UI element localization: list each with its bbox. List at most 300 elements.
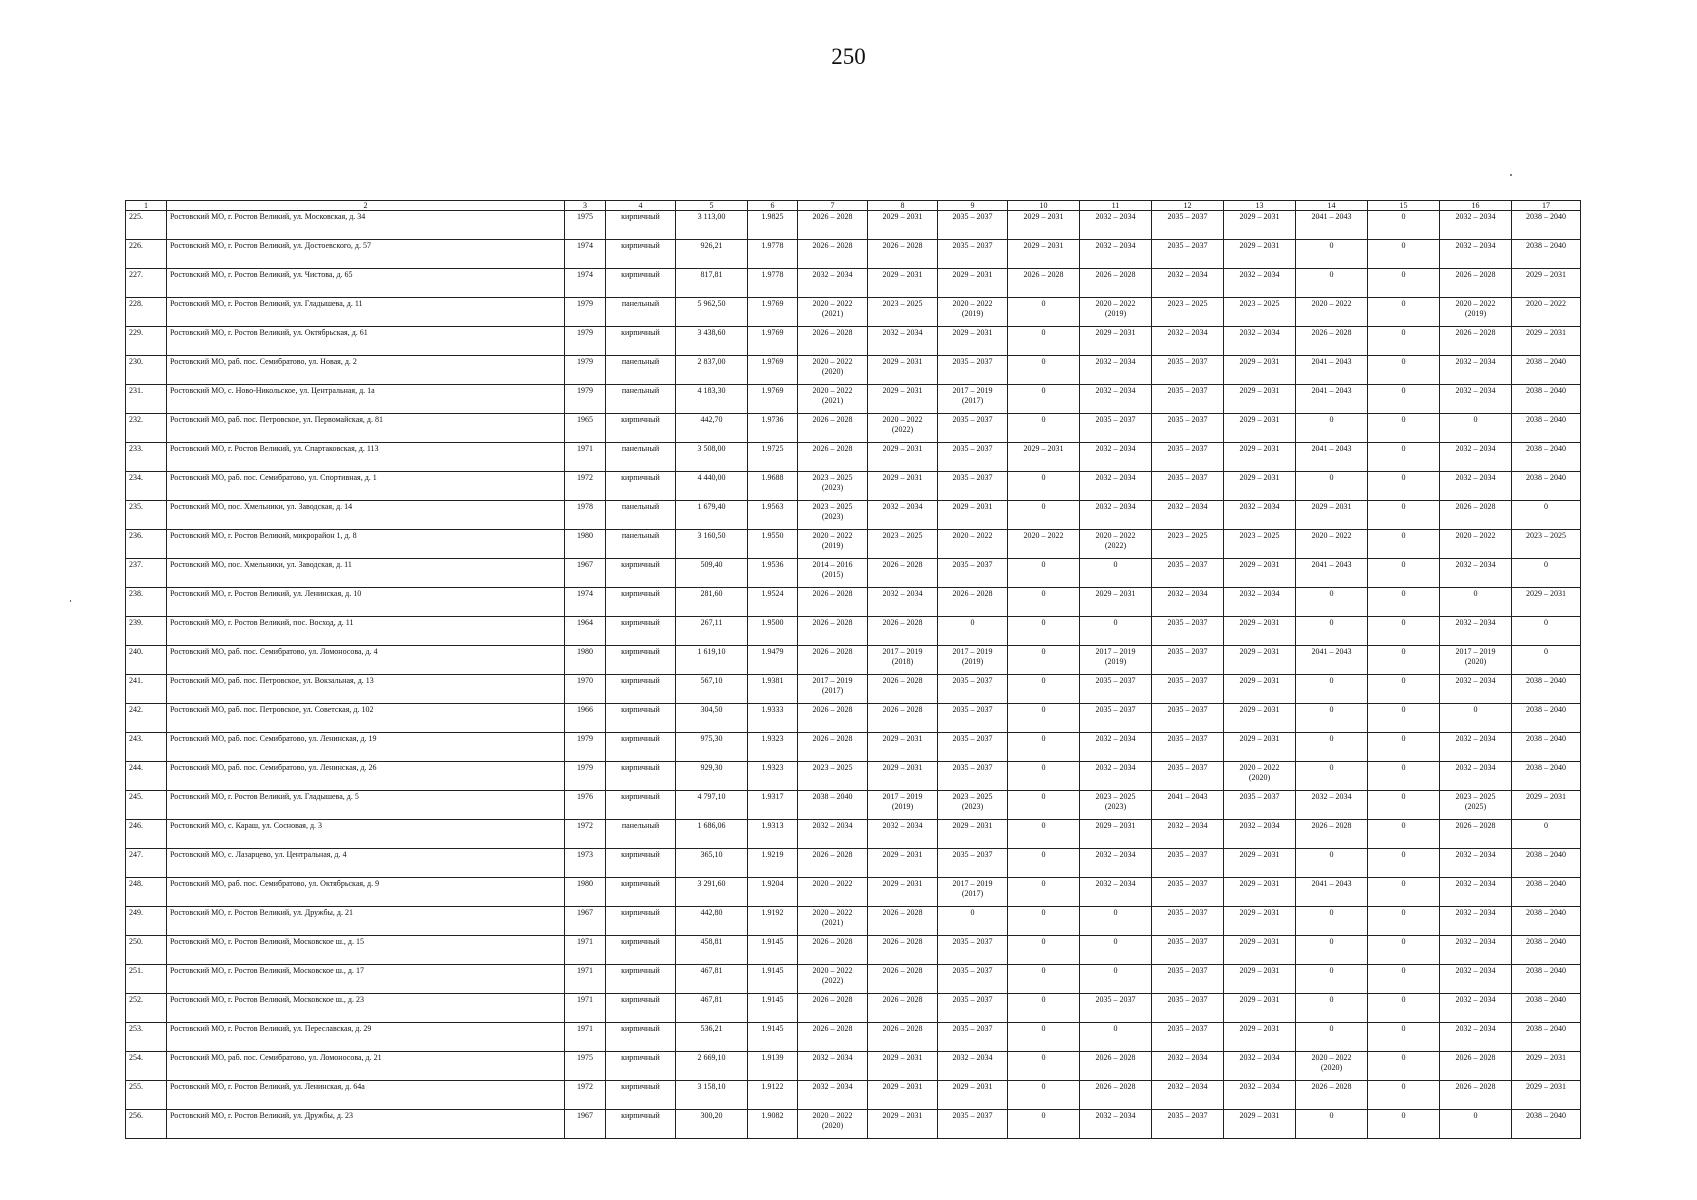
table-cell: 4 183,30 [676,385,748,414]
table-cell: 2035 – 2037 [938,936,1008,965]
table-cell: кирпичный [606,704,676,733]
table-cell: 1.9082 [748,1110,798,1139]
table-cell: 0 [1512,559,1581,588]
table-cell: 2032 – 2034 [1440,559,1512,588]
table-cell [798,907,868,936]
table-cell: 2032 – 2034 [798,1081,868,1110]
table-cell: 0 [1008,298,1080,327]
row-index-cell: 238. [126,588,167,617]
table-cell [938,298,1008,327]
row-index-cell: 252. [126,994,167,1023]
table-cell: 0 [1368,269,1440,298]
table-cell: 1.9769 [748,298,798,327]
table-cell: 2029 – 2031 [938,327,1008,356]
table-cell: 1.9313 [748,820,798,849]
row-index-cell: 226. [126,240,167,269]
table-cell: 2029 – 2031 [1512,588,1581,617]
table-cell: 1.9145 [748,936,798,965]
table-cell: панельный [606,501,676,530]
table-cell: 2026 – 2028 [1440,1081,1512,1110]
cell-line: (2020) [821,367,844,376]
table-cell: 2035 – 2037 [1152,878,1224,907]
address-cell: Ростовский МО, г. Ростов Великий, Московское ш., д. 23 [167,994,565,1023]
table-cell: 0 [1296,733,1368,762]
cell-line: (2020) [1248,773,1271,782]
row-index-cell: 235. [126,501,167,530]
table-cell: 2038 – 2040 [1512,849,1581,878]
table-cell: 1.9145 [748,965,798,994]
table-cell: 2035 – 2037 [1152,443,1224,472]
table-cell: 2026 – 2028 [868,994,938,1023]
table-cell: 0 [1296,994,1368,1023]
table-cell: 0 [1008,559,1080,588]
row-index-cell: 232. [126,414,167,443]
table-cell: 1.9192 [748,907,798,936]
table-cell: 2032 – 2034 [868,327,938,356]
table-cell: 2032 – 2034 [1224,501,1296,530]
row-index-cell: 256. [126,1110,167,1139]
table-cell: 0 [1008,762,1080,791]
table-cell: 2029 – 2031 [1224,733,1296,762]
table-cell [1440,791,1512,820]
table-cell: 0 [1008,907,1080,936]
table-cell: 2035 – 2037 [938,240,1008,269]
table-cell: 2032 – 2034 [1152,269,1224,298]
table-cell [798,298,868,327]
table-cell [798,965,868,994]
table-cell: 2026 – 2028 [868,1023,938,1052]
table-cell: 2029 – 2031 [1224,617,1296,646]
row-index-cell: 228. [126,298,167,327]
table-cell: 1971 [565,1023,606,1052]
table-cell: 817,81 [676,269,748,298]
address-cell: Ростовский МО, г. Ростов Великий, ул. Московская, д. 34 [167,211,565,240]
table-cell: 2032 – 2034 [1440,240,1512,269]
table-cell: 2038 – 2040 [1512,1110,1581,1139]
table-cell: 2035 – 2037 [1080,994,1152,1023]
table-cell: 2032 – 2034 [1440,1023,1512,1052]
table-cell: 2029 – 2031 [1224,646,1296,675]
table-cell: 304,50 [676,704,748,733]
table-cell: 2038 – 2040 [1512,965,1581,994]
table-cell: кирпичный [606,878,676,907]
row-index-cell: 229. [126,327,167,356]
table-cell: 3 438,60 [676,327,748,356]
table-cell: 2035 – 2037 [938,211,1008,240]
table-row [126,1023,1581,1052]
column-number-cell: 4 [606,201,676,211]
cell-line: 2020 – 2022 [812,531,853,540]
table-cell: 2023 – 2025 [868,530,938,559]
cell-line: (2025) [1464,802,1487,811]
address-cell: Ростовский МО, г. Ростов Великий, ул. Спартаковская, д. 113 [167,443,565,472]
cell-line: 2020 – 2022 [812,1111,853,1120]
table-cell: 1974 [565,588,606,617]
table-cell: 2029 – 2031 [938,1081,1008,1110]
table-cell: 0 [1296,414,1368,443]
table-cell: 2038 – 2040 [1512,762,1581,791]
table-cell: 2029 – 2031 [868,472,938,501]
row-index-cell: 230. [126,356,167,385]
row-index-cell: 242. [126,704,167,733]
table-cell: 0 [1296,936,1368,965]
table-cell: 2029 – 2031 [938,269,1008,298]
table-cell: 2026 – 2028 [1440,1052,1512,1081]
cell-line: (2023) [821,512,844,521]
table-cell: 1966 [565,704,606,733]
table-row [126,1052,1581,1081]
cell-line: (2015) [821,570,844,579]
table-cell: 2026 – 2028 [1080,1052,1152,1081]
table-cell: 2038 – 2040 [1512,936,1581,965]
table-cell: 2026 – 2028 [798,849,868,878]
column-number-cell: 6 [748,201,798,211]
table-cell: 2032 – 2034 [1080,849,1152,878]
cell-line: 2014 – 2016 [812,560,853,569]
table-cell: 1 686,06 [676,820,748,849]
table-cell: 2029 – 2031 [868,733,938,762]
table-cell: 2035 – 2037 [1152,907,1224,936]
table-cell: 1965 [565,414,606,443]
table-cell: 2041 – 2043 [1296,356,1368,385]
table-row [126,849,1581,878]
table-cell: кирпичный [606,617,676,646]
table-cell: 1.9778 [748,240,798,269]
table-cell: 2029 – 2031 [1080,820,1152,849]
table-cell: 1967 [565,559,606,588]
table-cell: 2038 – 2040 [1512,414,1581,443]
table-cell: панельный [606,443,676,472]
table-cell: 0 [1008,501,1080,530]
table-cell: 1971 [565,443,606,472]
table-cell: 0 [1440,588,1512,617]
table-cell: 2035 – 2037 [1152,356,1224,385]
table-cell: 0 [1512,820,1581,849]
table-cell [1440,646,1512,675]
table-cell: 2032 – 2034 [1440,356,1512,385]
table-cell: 2029 – 2031 [1224,240,1296,269]
table-cell: 1967 [565,907,606,936]
address-cell: Ростовский МО, г. Ростов Великий, ул. Гладышева, д. 5 [167,791,565,820]
table-cell: 2020 – 2022 [798,878,868,907]
address-cell: Ростовский МО, раб. пос. Семибратово, ул. Ленинская, д. 19 [167,733,565,762]
cell-line: (2022) [821,976,844,985]
table-cell: 1.9688 [748,472,798,501]
table-cell: 2035 – 2037 [938,675,1008,704]
table-cell: 2029 – 2031 [1224,675,1296,704]
table-cell: 0 [1368,385,1440,414]
table-cell: 2026 – 2028 [798,617,868,646]
table-cell: панельный [606,820,676,849]
table-cell [868,791,938,820]
table-cell: 2029 – 2031 [1224,704,1296,733]
table-cell [798,472,868,501]
table-row [126,530,1581,559]
table-row [126,675,1581,704]
table-cell [1080,646,1152,675]
table-cell: 1980 [565,646,606,675]
table-cell: 0 [1296,240,1368,269]
table-cell: 2032 – 2034 [1080,501,1152,530]
table-cell: 2026 – 2028 [868,965,938,994]
table-cell: 2026 – 2028 [1080,1081,1152,1110]
table-cell: 2038 – 2040 [1512,733,1581,762]
column-number-cell: 11 [1080,201,1152,211]
table-cell: 2032 – 2034 [1224,1052,1296,1081]
table-cell: 2026 – 2028 [1440,501,1512,530]
table-cell: 0 [1440,704,1512,733]
table-cell: 0 [1008,1023,1080,1052]
table-cell: кирпичный [606,1110,676,1139]
table-cell: 2035 – 2037 [1152,965,1224,994]
address-cell: Ростовский МО, раб. пос. Петровское, ул. Вокзальная, д. 13 [167,675,565,704]
address-cell: Ростовский МО, г. Ростов Великий, ул. Чистова, д. 65 [167,269,565,298]
table-cell: 1.9725 [748,443,798,472]
cell-line: (2021) [821,918,844,927]
table-cell [1080,530,1152,559]
table-row [126,733,1581,762]
table-row [126,762,1581,791]
table-cell: 2038 – 2040 [1512,356,1581,385]
table-cell: 2026 – 2028 [1008,269,1080,298]
table-cell: 0 [1368,965,1440,994]
table-cell: 2029 – 2031 [938,820,1008,849]
cell-line: (2019) [1104,309,1127,318]
table-cell: 2032 – 2034 [1440,675,1512,704]
table-cell: 2038 – 2040 [1512,878,1581,907]
table-cell: 1970 [565,675,606,704]
cell-line: (2020) [1464,657,1487,666]
housing-repair-schedule-table [125,200,1581,1139]
table-row [126,965,1581,994]
table-cell: 2023 – 2025 [1512,530,1581,559]
table-row [126,327,1581,356]
table-cell: 0 [1080,1023,1152,1052]
table-cell: 2026 – 2028 [798,240,868,269]
table-cell: 2026 – 2028 [798,588,868,617]
table-cell: 0 [1296,675,1368,704]
cell-line: 2020 – 2022 [812,386,853,395]
column-number-cell: 9 [938,201,1008,211]
table-cell: 0 [1080,907,1152,936]
table-cell: 2029 – 2031 [1224,385,1296,414]
address-cell: Ростовский МО, раб. пос. Петровское, ул. Советская, д. 102 [167,704,565,733]
table-cell: 0 [1008,849,1080,878]
table-cell: 281,60 [676,588,748,617]
table-cell: 0 [1080,559,1152,588]
table-cell: 2035 – 2037 [938,704,1008,733]
table-cell: 0 [1368,878,1440,907]
table-cell: 1973 [565,849,606,878]
table-cell: 2032 – 2034 [1440,994,1512,1023]
table-cell: 0 [1368,559,1440,588]
table-cell: 2029 – 2031 [1224,1023,1296,1052]
address-cell: Ростовский МО, г. Ростов Великий, микрорайон 1, д. 8 [167,530,565,559]
table-cell: 2032 – 2034 [1440,211,1512,240]
table-row [126,298,1581,327]
cell-line: 2017 – 2019 [1095,647,1136,656]
address-cell: Ростовский МО, г. Ростов Великий, ул. Ленинская, д. 10 [167,588,565,617]
column-number-cell: 7 [798,201,868,211]
table-cell [868,414,938,443]
table-cell: 2026 – 2028 [868,907,938,936]
table-cell: 2032 – 2034 [1224,327,1296,356]
table-cell: 2032 – 2034 [1224,1081,1296,1110]
column-number-cell: 16 [1440,201,1512,211]
table-cell: 2035 – 2037 [1152,733,1224,762]
table-cell: 2032 – 2034 [1440,443,1512,472]
row-index-cell: 239. [126,617,167,646]
table-cell: 2026 – 2028 [868,617,938,646]
table-cell: 929,30 [676,762,748,791]
table-row [126,1081,1581,1110]
table-cell: 0 [1368,472,1440,501]
cell-line: 2020 – 2022 [1095,299,1136,308]
table-cell: 2026 – 2028 [1080,269,1152,298]
table-cell: 3 160,50 [676,530,748,559]
table-cell: 2029 – 2031 [1080,327,1152,356]
table-cell: 0 [1008,704,1080,733]
table-cell: 2029 – 2031 [868,1081,938,1110]
row-index-cell: 225. [126,211,167,240]
table-cell: 2023 – 2025 [798,762,868,791]
table-cell: 2035 – 2037 [1152,385,1224,414]
address-cell: Ростовский МО, с. Ново-Никольское, ул. Центральная, д. 1а [167,385,565,414]
table-cell: 2029 – 2031 [1224,1110,1296,1139]
table-cell [1080,298,1152,327]
cell-line: (2022) [1104,541,1127,550]
table-cell: 509,40 [676,559,748,588]
table-cell: 2 669,10 [676,1052,748,1081]
table-cell: 0 [1296,472,1368,501]
table-row [126,472,1581,501]
table-cell: 1964 [565,617,606,646]
table-cell: 2032 – 2034 [1440,733,1512,762]
table-cell: 1.9333 [748,704,798,733]
address-cell: Ростовский МО, пос. Хмельники, ул. Заводская, д. 11 [167,559,565,588]
table-cell: 2032 – 2034 [1440,849,1512,878]
cell-line: 2023 – 2025 [1095,792,1136,801]
table-cell: кирпичный [606,762,676,791]
table-cell: 1.9736 [748,414,798,443]
table-cell: 3 113,00 [676,211,748,240]
table-cell: 2038 – 2040 [1512,675,1581,704]
table-cell: 4 440,00 [676,472,748,501]
table-cell: 0 [1368,907,1440,936]
cell-line: 2023 – 2025 [952,792,993,801]
table-cell: 0 [1008,733,1080,762]
table-cell: 2035 – 2037 [938,1023,1008,1052]
table-cell: 1978 [565,501,606,530]
table-row [126,1110,1581,1139]
row-index-cell: 237. [126,559,167,588]
table-cell: 1.9323 [748,733,798,762]
table-cell: 0 [1008,820,1080,849]
table-cell: 1.9825 [748,211,798,240]
table-cell: 0 [1368,588,1440,617]
table-cell: 2032 – 2034 [1224,820,1296,849]
table-cell: 0 [1368,1081,1440,1110]
cell-line: 2017 – 2019 [952,386,993,395]
table-cell: 2026 – 2028 [1440,820,1512,849]
table-cell: 2035 – 2037 [1152,472,1224,501]
column-number-cell: 10 [1008,201,1080,211]
cell-line: 2020 – 2022 [812,908,853,917]
table-cell: 2035 – 2037 [1152,1110,1224,1139]
table-row [126,994,1581,1023]
table-cell: 0 [1368,211,1440,240]
table-cell: 2032 – 2034 [1080,211,1152,240]
table-cell: 2029 – 2031 [1224,907,1296,936]
table-cell: 0 [1080,936,1152,965]
table-cell: 2029 – 2031 [1008,443,1080,472]
table-cell: 1.9219 [748,849,798,878]
column-number-cell: 13 [1224,201,1296,211]
table-cell: 2020 – 2022 [1008,530,1080,559]
table-cell: кирпичный [606,1081,676,1110]
table-cell: 2032 – 2034 [1080,356,1152,385]
table-cell: 467,81 [676,994,748,1023]
table-cell: 1.9500 [748,617,798,646]
cell-line: (2019) [961,657,984,666]
table-cell: 2032 – 2034 [1440,472,1512,501]
table-cell: 5 962,50 [676,298,748,327]
table-cell: 2020 – 2022 [1440,530,1512,559]
cell-line: (2019) [1464,309,1487,318]
table-cell: 2032 – 2034 [1080,1110,1152,1139]
table-cell: 2026 – 2028 [798,414,868,443]
cell-line: 2023 – 2025 [812,473,853,482]
row-index-cell: 247. [126,849,167,878]
table-cell: 1.9381 [748,675,798,704]
table-cell: 2032 – 2034 [1080,443,1152,472]
table-cell: 1.9769 [748,385,798,414]
cell-line: (2021) [821,309,844,318]
table-cell: 0 [1080,617,1152,646]
table-cell: 2020 – 2022 [1512,298,1581,327]
address-cell: Ростовский МО, г. Ростов Великий, ул. Гладышева, д. 11 [167,298,565,327]
table-cell: 2035 – 2037 [1152,849,1224,878]
cell-line: (2023) [821,483,844,492]
table-cell: 1980 [565,878,606,907]
table-cell: 2026 – 2028 [798,994,868,1023]
row-index-cell: 236. [126,530,167,559]
table-cell: 2041 – 2043 [1296,385,1368,414]
table-cell: 2038 – 2040 [1512,472,1581,501]
row-index-cell: 248. [126,878,167,907]
table-cell: 2026 – 2028 [798,704,868,733]
cell-line: 2023 – 2025 [1455,792,1496,801]
table-cell: 0 [1008,472,1080,501]
table-cell: 2032 – 2034 [798,269,868,298]
column-number-cell: 12 [1152,201,1224,211]
table-cell: 1972 [565,820,606,849]
table-cell: 2029 – 2031 [1512,791,1581,820]
table-cell: 3 158,10 [676,1081,748,1110]
table-cell: 1.9536 [748,559,798,588]
table-cell: 0 [1296,588,1368,617]
table-cell: 2038 – 2040 [1512,211,1581,240]
table-cell: 2029 – 2031 [1224,936,1296,965]
table-cell: 1976 [565,791,606,820]
table-cell [938,791,1008,820]
table-cell: кирпичный [606,240,676,269]
row-index-cell: 251. [126,965,167,994]
table-cell: 2026 – 2028 [938,588,1008,617]
column-number-cell: 14 [1296,201,1368,211]
table-cell: 2026 – 2028 [868,240,938,269]
table-cell: 0 [1008,994,1080,1023]
